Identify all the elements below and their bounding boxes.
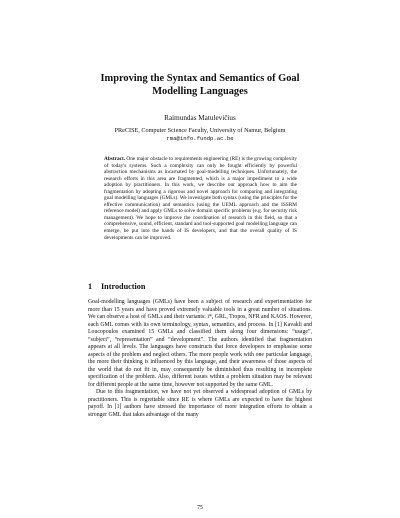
body-paragraph-2: Due to this fragmentation, we have not yet observed a widespread adoption of GMLs by practitioners. This is regrettable since RE is where GMLs are expected to have the highest payoff. In [1] authors have stressed the importance of more integration efforts to obtain a stronger GML that takes advantage of the many [88, 389, 312, 418]
page-number: 75 [197, 505, 203, 511]
affiliation: PReCISE, Computer Science Faculty, University of Namur, Belgium [114, 127, 286, 134]
body-paragraph-1: Goal-modelling languages (GMLs) have been a subject of research and experimentation for more than 15 years and have proved extremely valuable tools in a great number of situations. We can observe a host of GMLs and their variants: i*, GRL, Tropos, NFR and KAOS. However, each GML comes with its own terminology, syntax, semantics, and process. In [1] Kavakli and Loucopoulos examined 15 GMLs and classified them along four dimensions: “usage”, “subject”, “representation” and “development”. The authors identified that fragmentation appears at all levels. The languages have constructs that force developers to emphasise some aspects of the problem and neglect others. The more people work with one particular language, the more their thinking is influenced by this language, and their awareness of those aspects of the world that do not fit in, may consequently be diminished thus resulting in incomplete specification of the problem. Also, different issues within a problem situation may be relevant for different people at the same time, however not supported by the same GML. [88, 299, 312, 388]
section-body [88, 299, 312, 419]
author-email: rma@info.fundp.ac.be [166, 134, 234, 142]
section-heading [88, 282, 318, 292]
abstract-text: One major obstacle to requirements engineering (RE) is the growing complexity of today's systems. Such a complexity can only be fought efficiently by powerful abstraction mechanisms as incarnated by goal-modelling techniques. Unfortunately, the research efforts in this area are fragmented, which is a major impediment to a wide adoption by practitioners. In this work, we describe our approach how to aim the fragmentation by adopting a rigorous and novel approach for comparing and integrating goal modelling languages (GMLs). We investigate both syntax (using the principles for the effective communication) and semantics (using the UEML approach and the ISSRM reference model) and apply GMLs to solve domain specific problems (e.g. for security risk management). We hope to improve the coordination of research in this field, so that a comprehensive, sound, efficient, standard and tool-supported goal modelling language can emerge, be put into the hands of IS developers, and that the overall quality of IS developments can be improved. [104, 156, 297, 241]
abstract-label: Abstract. [104, 156, 126, 162]
title-line-2: Modelling Languages [152, 86, 248, 97]
section-number: 1 [88, 282, 93, 291]
author-affiliation-block [40, 127, 360, 142]
paper-title [40, 72, 360, 98]
section-title: Introduction [101, 282, 146, 291]
abstract [104, 156, 297, 241]
title-line-1: Improving the Syntax and Semantics of Goal [100, 73, 300, 84]
author-name: Raimundas Matulevičius [164, 114, 236, 122]
